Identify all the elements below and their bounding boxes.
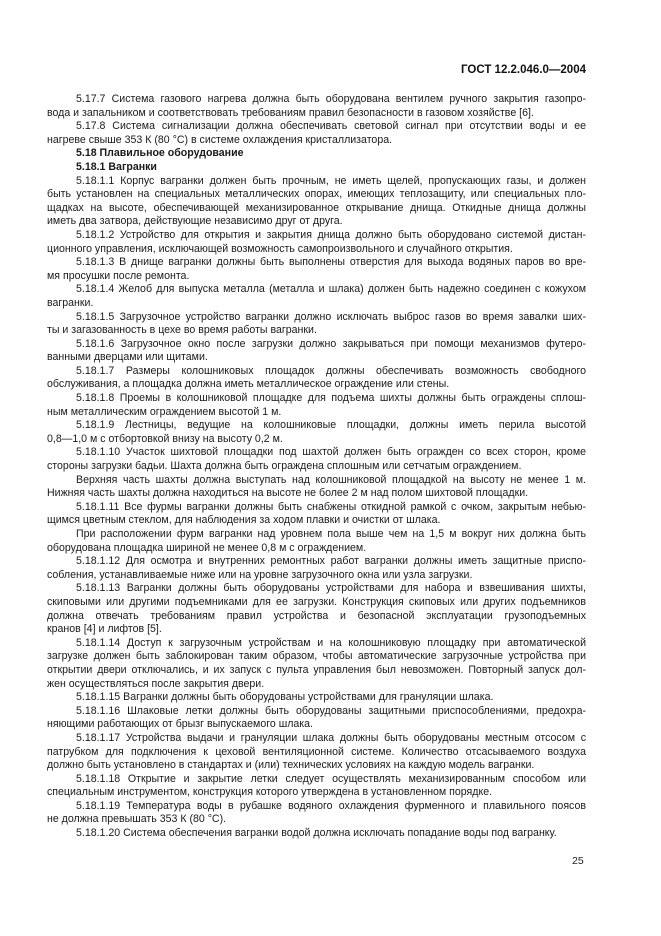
paragraph — [47, 175, 586, 229]
text-line: 5.17.8 Система сигнализации должна обеспечивать световой сигнал при отсутствии воды и ее — [76, 120, 586, 133]
text-line: ционного управления, исключающей возможность самопроизвольного и случайного открытия. — [47, 242, 513, 255]
text-line: иметь два затвора, действующие независимо друг от друга. — [47, 215, 343, 228]
paragraph — [47, 392, 586, 419]
text-line: кранов [4] и лифтов [5]. — [47, 623, 162, 636]
paragraph — [47, 555, 586, 582]
text-line: должна отвечать требованиям правил устройства и безопасной эксплуатации грузоподъемных — [47, 609, 586, 622]
paragraph — [47, 732, 586, 773]
text-line: жен осуществляться после закрытия двери. — [47, 677, 265, 690]
paragraph — [47, 800, 586, 827]
text-line: щадках на высоте, обеспечивающей механизированное открывание днища. Откидные днища должны — [47, 201, 586, 214]
paragraph — [47, 256, 586, 283]
text-line: 5.18.1.4 Желоб для выпуска металла (металла и шлака) должен быть надежно соединен с кожухом — [76, 283, 586, 296]
text-line: 5.18.1.16 Шлаковые летки должны быть оборудованы защитными приспособлениями, предохра- — [76, 704, 586, 717]
text-line: оборудована площадка шириной не менее 0,8 м с ограждением. — [47, 541, 367, 554]
paragraph — [47, 705, 586, 732]
section-heading — [47, 161, 586, 175]
text-line: собления, устанавливаемые ниже или на уровне загрузочного окна или узла загрузки. — [47, 568, 473, 581]
text-line: 5.18.1.9 Лестницы, ведущие на колошниковые площадки, должны иметь перила высотой — [76, 419, 586, 432]
paragraph — [47, 419, 586, 446]
text-line: загрузке должен быть заблокирован таким образом, чтобы автоматические загрузочные устройства при — [47, 650, 586, 663]
text-line: 5.18.1.10 Участок шихтовой площадки под шахтой должен быть огражден со всех сторон, кроме — [76, 446, 586, 459]
text-line: Верхняя часть шахты должна выступать над колошниковой площадкой на высоту не менее 1 м. — [76, 473, 586, 486]
text-line: ванными дверцами или щитами. — [47, 351, 208, 364]
paragraph — [47, 474, 586, 501]
text-line: 5.18.1.14 Доступ к загрузочным устройствам и на колошниковую площадку при автоматической — [76, 636, 586, 649]
paragraph — [47, 446, 586, 473]
text-line: скиповыми или другими подъемниками для ее загрузки. Конструкция скиповых или других подъемников — [47, 595, 586, 608]
text-line: 5.18.1.17 Устройства выдачи и грануляции шлака должны быть оборудованы местным отсосом с — [76, 731, 586, 744]
text-line: стороны загрузки бадьи. Шахта должна быть ограждена сплошным или сетчатым ограждением. — [47, 460, 522, 473]
text-line: ты и загазованность в цехе во время работы вагранки. — [47, 324, 317, 337]
text-line: 5.17.7 Система газового нагрева должна быть оборудована вентилем ручного закрытия газопро- — [76, 93, 586, 105]
paragraph — [47, 311, 586, 338]
text-line: 5.18.1.2 Устройство для открытия и закрытия днища должно быть оборудовано системой дистан- — [76, 228, 586, 241]
paragraph — [47, 637, 586, 691]
text-line: Нижняя часть шахты должна находиться на высоте не более 2 м над полом шихтовой площадки. — [47, 487, 529, 500]
text-line: вода и запальником и соответствовать требованиям правил безопасности в газовом хозяйстве [6]. — [47, 106, 534, 119]
text-line: обслуживания, а площадка должна иметь металлическое ограждение или стены. — [47, 378, 450, 391]
text-line: 5.18.1.3 В днище вагранки должны быть выполнены отверстия для выхода водяных паров во вре- — [76, 256, 586, 269]
heading-text: 5.18.1 Вагранки — [76, 160, 157, 173]
text-line: няющими работающих от брызг выпускаемого шлака. — [47, 718, 313, 731]
text-line: 5.18.1.7 Размеры колошниковых площадок должны обеспечивать возможность свободного — [76, 364, 586, 377]
text-line: 5.18.1.18 Открытие и закрытие летки следует осуществлять механизированным способом или — [76, 772, 586, 785]
paragraph — [47, 501, 586, 528]
paragraph — [47, 283, 586, 310]
text-line: 5.18.1.13 Вагранки должны быть оборудованы устройствами для набора и взвешивания шихты, — [76, 582, 586, 595]
paragraph — [47, 365, 586, 392]
text-line: 5.18.1.1 Корпус вагранки должен быть прочным, не иметь щелей, пропускающих газы, и должен — [76, 174, 586, 187]
heading-text: 5.18 Плавильное оборудование — [76, 147, 244, 160]
paragraph — [47, 827, 586, 841]
text-line: открытии двери отключались, и их запуск с пульта управления был невозможен. Повторный запуск дол- — [47, 663, 586, 676]
paragraph — [47, 691, 586, 705]
text-line: мя просушки после ремонта. — [47, 269, 190, 282]
text-line: При расположении фурм вагранки над уровнем пола выше чем на 1,5 м вокруг них должна быть — [76, 528, 586, 540]
text-line: 5.18.1.12 Для осмотра и внутренних ремонтных работ вагранки должны иметь защитные приспо- — [76, 555, 586, 568]
standard-header: ГОСТ 12.2.046.0—2004 — [461, 64, 586, 76]
section-heading — [47, 147, 586, 161]
text-line: быть установлен на специальных металлических опорах, имеющих теплозащиту, или специальных пло- — [47, 188, 586, 201]
paragraph — [47, 773, 586, 800]
paragraph — [47, 528, 586, 555]
text-line: ным металлическим ограждением высотой 1 м. — [47, 405, 282, 418]
paragraph — [47, 582, 586, 636]
page-number: 25 — [572, 855, 584, 867]
text-line: щимся цветным стеклом, для наблюдения за ходом плавки и очистки от шлака. — [47, 514, 441, 527]
text-line: 0,8—1,0 м с отбортовкой внизу на высоту 0,2 м. — [47, 432, 283, 445]
text-line: 5.18.1.19 Температура воды в рубашке водяного охлаждения фурменного и плавильного поясов — [76, 799, 586, 812]
text-line: патрубком для подключения к цеховой вентиляционной системе. Количество отсасываемого воздуха — [47, 745, 586, 758]
text-line: 5.18.1.20 Система обеспечения вагранки водой должна исключать попадание воды под вагранку. — [76, 827, 557, 840]
text-line: 5.18.1.15 Вагранки должны быть оборудованы устройствами для грануляции шлака. — [76, 691, 494, 704]
text-line: 5.18.1.6 Загрузочное окно после загрузки должно закрываться при помощи механизмов футеро- — [76, 337, 586, 350]
paragraph — [47, 93, 586, 120]
text-line: вагранки. — [47, 296, 94, 309]
paragraph — [47, 229, 586, 256]
text-line: специальным инструментом, конструкция которого утверждена в установленном порядке. — [47, 786, 493, 799]
text-line: нагреве свыше 353 К (80 °С) в системе охлаждения кристаллизатора. — [47, 133, 393, 146]
text-line: 5.18.1.11 Все фурмы вагранки должны быть снабжены откидной рамкой с очком, закрытым небью- — [76, 500, 586, 513]
paragraph — [47, 120, 586, 147]
text-line: 5.18.1.5 Загрузочное устройство вагранки должно исключать выброс газов во время завалки ших- — [76, 310, 586, 323]
document-body — [47, 93, 586, 841]
paragraph — [47, 338, 586, 365]
text-line: не должна превышать 353 К (80 °С). — [47, 813, 227, 826]
text-line: 5.18.1.8 Проемы в колошниковой площадке для подъема шихты должны быть ограждены сплош- — [76, 392, 586, 405]
text-line: должно быть установлено в стандартах и (или) технических условиях на каждую модель вагранки. — [47, 759, 535, 772]
